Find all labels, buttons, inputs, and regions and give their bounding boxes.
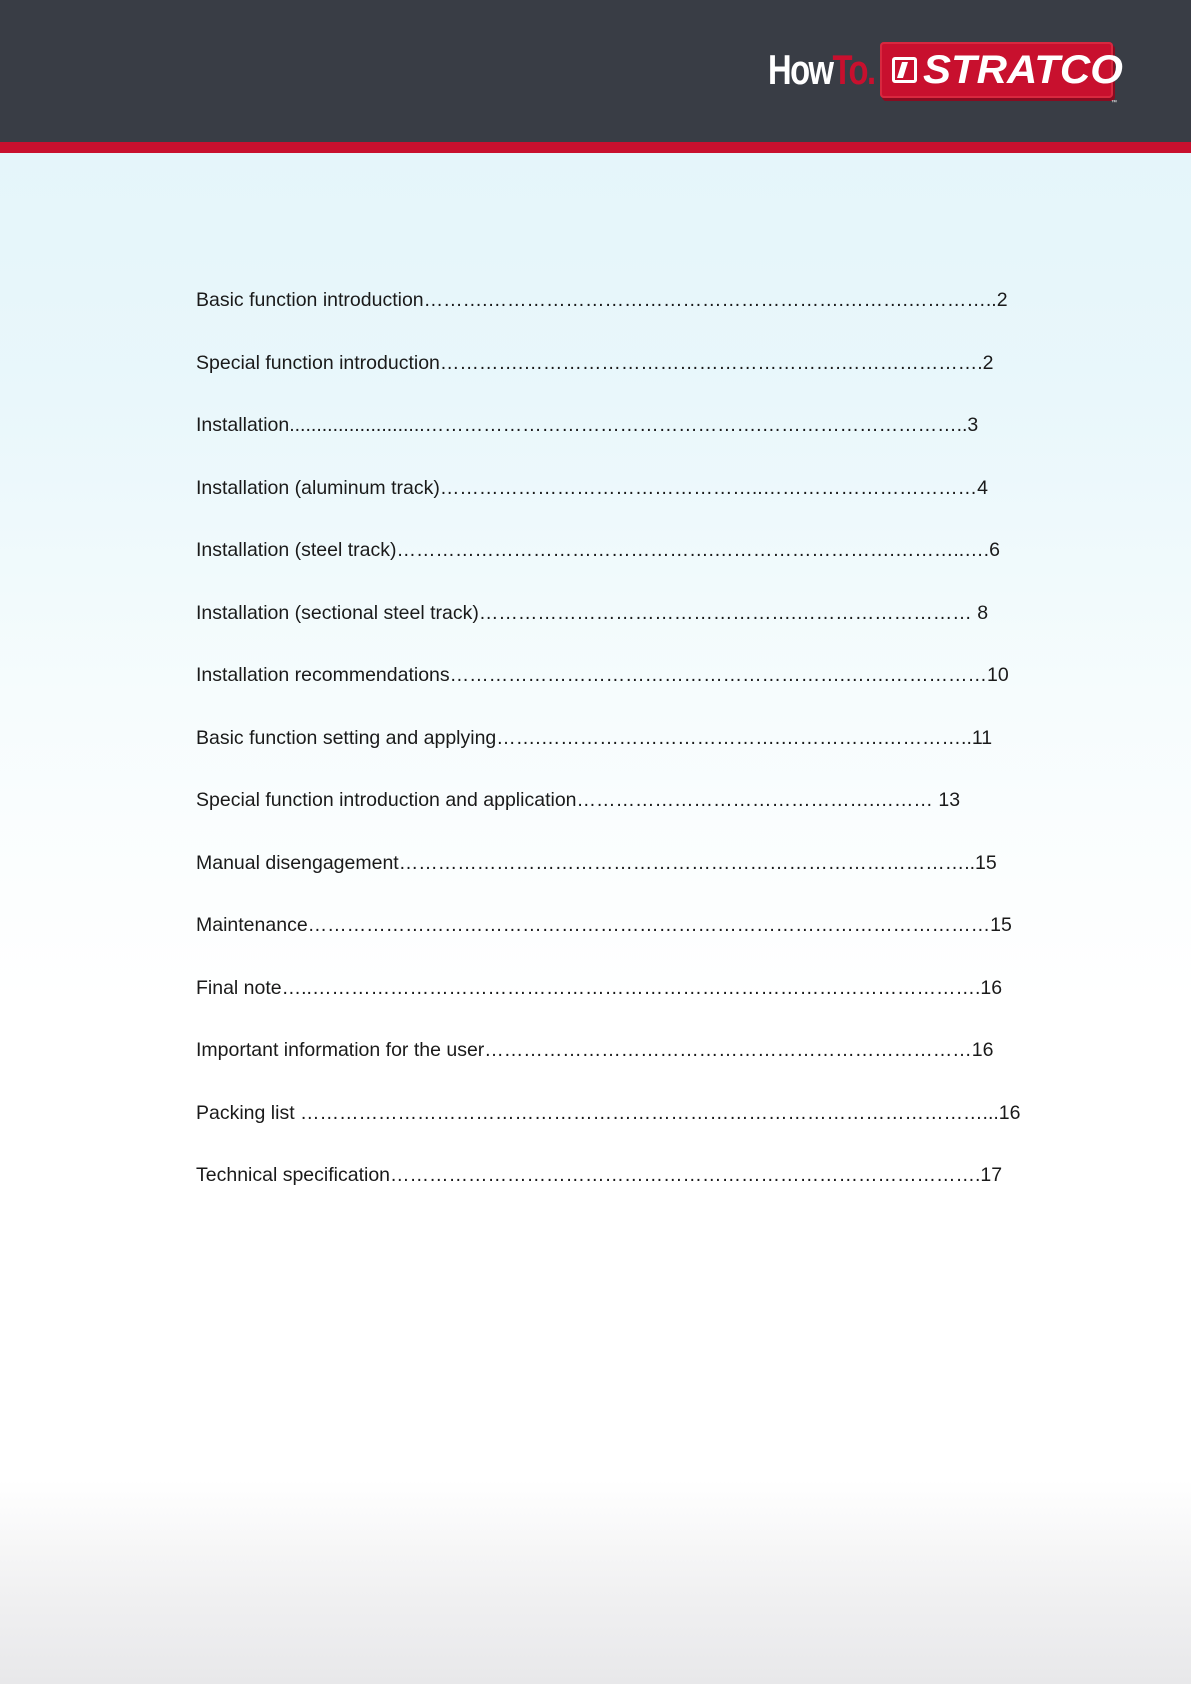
toc-entry (196, 908, 1016, 971)
toc-entry-text: Manual disengagement……………………………………………………………………………..15 (196, 851, 997, 874)
toc-entry (196, 596, 1016, 659)
header-red-stripe (0, 142, 1191, 153)
toc-entry-text: Important information for the user…………………………………………………………………16 (196, 1039, 994, 1061)
toc-entry (196, 783, 1016, 846)
toc-entry-text: Installation recommendations…………………………………………………….…….……………10 (196, 664, 1009, 686)
toc-entry (196, 846, 1016, 909)
toc-entry-text: Maintenance……………………………………………………………………………………………15 (196, 914, 1012, 936)
toc-entry (196, 1158, 1016, 1221)
toc-entry-text: Basic function introduction……….……………………………………………….……….…………..2 (196, 289, 1008, 311)
brand-lockup (768, 40, 1123, 106)
toc-entry (196, 1033, 1016, 1096)
toc-entry (196, 346, 1016, 409)
toc-entry (196, 1096, 1021, 1159)
howto-to: To. (832, 46, 875, 93)
toc-entry (196, 658, 1016, 721)
trademark-symbol: ™ (1111, 100, 1117, 106)
page-header (0, 0, 1191, 142)
stratco-logo (880, 42, 1123, 106)
howto-logo (768, 46, 875, 94)
table-of-contents (196, 283, 1021, 1221)
stratco-mark-icon (892, 57, 917, 83)
howto-how: How (768, 46, 833, 93)
toc-entry-text: Installation (aluminum track)…………………………………………..……………………………4 (196, 476, 989, 499)
toc-entry (196, 471, 1016, 534)
toc-entry-text: Special function introduction and application……………………………………….……… 13 (196, 789, 961, 811)
toc-entry (196, 721, 1016, 784)
stratco-logo-text: STRATCO (922, 48, 1123, 92)
toc-entry-text: Installation (sectional steel track)………………………………………….……………………… 8 (196, 601, 989, 624)
toc-entry-text: Basic function setting and applying…….……………………………….…………….…………..11 (196, 726, 993, 749)
toc-entry-text: Final note…..………………………………………………………………………………………….16 (196, 976, 1003, 999)
toc-entry (196, 283, 1016, 346)
toc-entry (196, 971, 1016, 1034)
toc-entry-text: Special function introduction………….………………………………………….………………….2 (196, 351, 994, 374)
toc-entry (196, 533, 1016, 596)
toc-entry (196, 408, 1016, 471)
toc-entry-text: Packing list ……………………………………………………………………………………………...16 (196, 1101, 1021, 1124)
toc-entry-text: Installation (steel track)………………………………………….……………………….………..….6 (196, 539, 1000, 561)
toc-entry-text: Installation.........................…………………………………………….…………………………..3 (196, 414, 979, 436)
toc-entry-text: Technical specification……………………………………………………………………………….17 (196, 1164, 1003, 1186)
